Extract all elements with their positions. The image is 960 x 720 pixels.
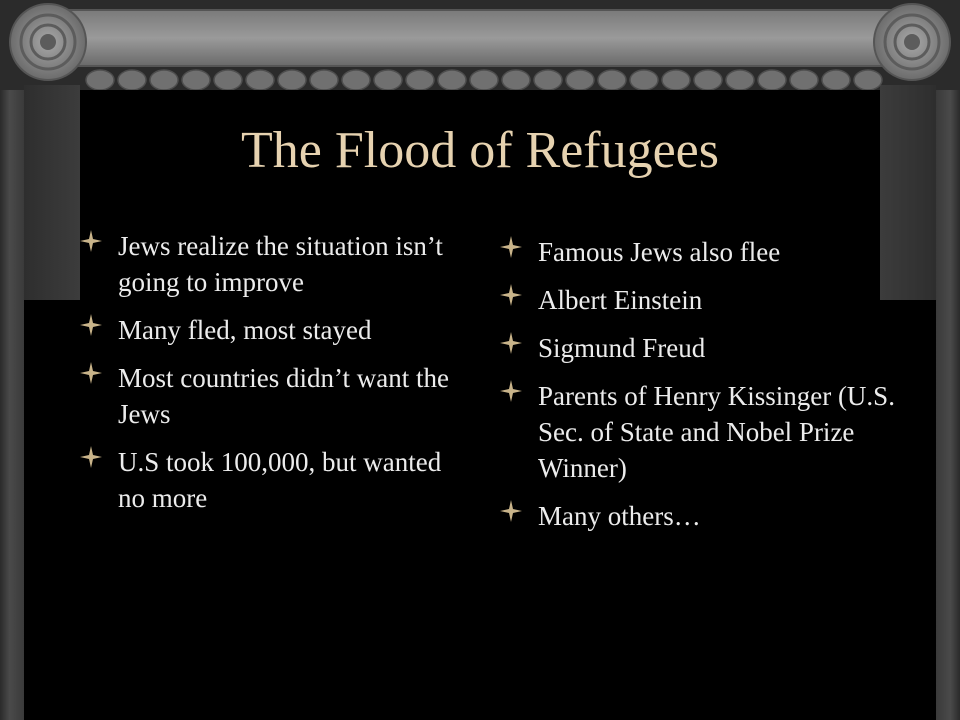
list-item — [80, 360, 470, 432]
bullet-text: Albert Einstein — [538, 285, 703, 315]
four-point-star-icon — [80, 362, 102, 384]
list-item — [80, 312, 470, 348]
slide-title: The Flood of Refugees — [240, 122, 719, 179]
four-point-star-icon — [500, 500, 522, 522]
column-capital — [0, 0, 960, 90]
four-point-star-icon — [80, 230, 102, 252]
four-point-star-icon — [500, 380, 522, 402]
bullet-text: Many others… — [538, 501, 701, 531]
left-bullet-list — [80, 228, 470, 528]
volute-left-icon — [10, 4, 86, 80]
four-point-star-icon — [500, 284, 522, 306]
list-item — [500, 378, 900, 486]
bullet-text: U.S took 100,000, but wanted no more — [118, 447, 442, 513]
bullet-text: Sigmund Freud — [538, 333, 706, 363]
list-item — [500, 498, 900, 534]
list-item — [500, 234, 900, 270]
four-point-star-icon — [500, 332, 522, 354]
four-point-star-icon — [80, 314, 102, 336]
list-item — [500, 282, 900, 318]
bullet-text: Jews realize the situation isn’t going to improve — [118, 231, 443, 297]
column-frame-right — [936, 0, 960, 720]
column-inner-left — [24, 85, 80, 300]
four-point-star-icon — [500, 236, 522, 258]
four-point-star-icon — [80, 446, 102, 468]
right-bullet-list — [500, 234, 900, 546]
bullet-text: Many fled, most stayed — [118, 315, 372, 345]
list-item — [80, 444, 470, 516]
list-item — [500, 330, 900, 366]
column-frame-left — [0, 0, 24, 720]
bullet-text: Famous Jews also flee — [538, 237, 781, 267]
bullet-text: Parents of Henry Kissinger (U.S. Sec. of State and Nobel Prize Winner) — [538, 381, 895, 483]
volute-right-icon — [874, 4, 950, 80]
list-item — [80, 228, 470, 300]
bullet-text: Most countries didn’t want the Jews — [118, 363, 449, 429]
